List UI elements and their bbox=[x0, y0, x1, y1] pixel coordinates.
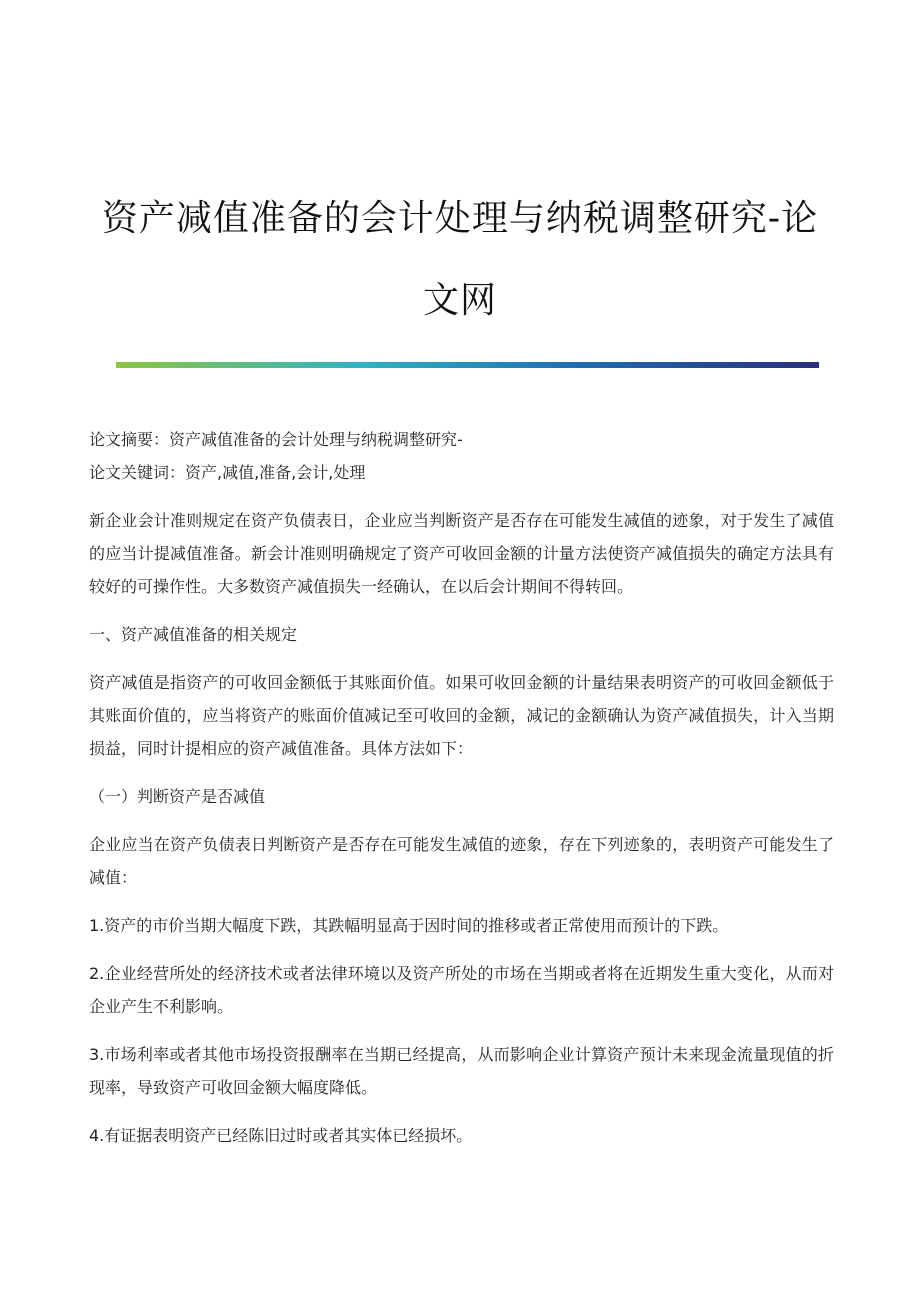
list-item-3: 3.市场利率或者其他市场投资报酬率在当期已经提高，从而影响企业计算资产预计未来现金流量现值的折现率，导致资产可收回金额大幅度降低。 bbox=[89, 1045, 834, 1097]
section-heading-1: 一、资产减值准备的相关规定 bbox=[89, 625, 298, 644]
list-item-2: 2.企业经营所处的经济技术或者法律环境以及资产所处的市场在当期或者将在近期发生重大变化，从而对企业产生不利影响。 bbox=[89, 964, 834, 1016]
abstract-line: 论文摘要：资产减值准备的会计处理与纳税调整研究- bbox=[89, 430, 463, 449]
paragraph-definition: 资产减值是指资产的可收回金额低于其账面价值。如果可收回金额的计量结果表明资产的可收回金额低于其账面价值的，应当将资产的账面价值减记至可收回的金额，减记的金额确认为资产减值损失，计入当期损益，同时计提相应的资产减值准备。具体方法如下： bbox=[89, 673, 834, 758]
paragraph-intro: 新企业会计准则规定在资产负债表日，企业应当判断资产是否存在可能发生减值的迹象，对于发生了减值的应当计提减值准备。新会计准则明确规定了资产可收回金额的计量方法使资产减值损失的确定方法具有较好的可操作性。大多数资产减值损失一经确认，在以后会计期间不得转回。 bbox=[89, 511, 834, 596]
keywords-line: 论文关键词：资产,减值,准备,会计,处理 bbox=[89, 463, 366, 482]
list-item-4: 4.有证据表明资产已经陈旧过时或者其实体已经损坏。 bbox=[89, 1126, 473, 1145]
list-item-1: 1.资产的市价当期大幅度下跌，其跌幅明显高于因时间的推移或者正常使用而预计的下跌。 bbox=[89, 916, 729, 935]
document-title: 资产减值准备的会计处理与纳税调整研究-论文网 bbox=[101, 198, 819, 321]
subsection-heading-1: （一）判断资产是否减值 bbox=[89, 787, 266, 806]
paragraph-indicators: 企业应当在资产负债表日判断资产是否存在可能发生减值的迹象，存在下列迹象的，表明资产可能发生了减值： bbox=[89, 835, 834, 887]
document-body bbox=[89, 423, 834, 1167]
title-divider bbox=[116, 362, 819, 368]
